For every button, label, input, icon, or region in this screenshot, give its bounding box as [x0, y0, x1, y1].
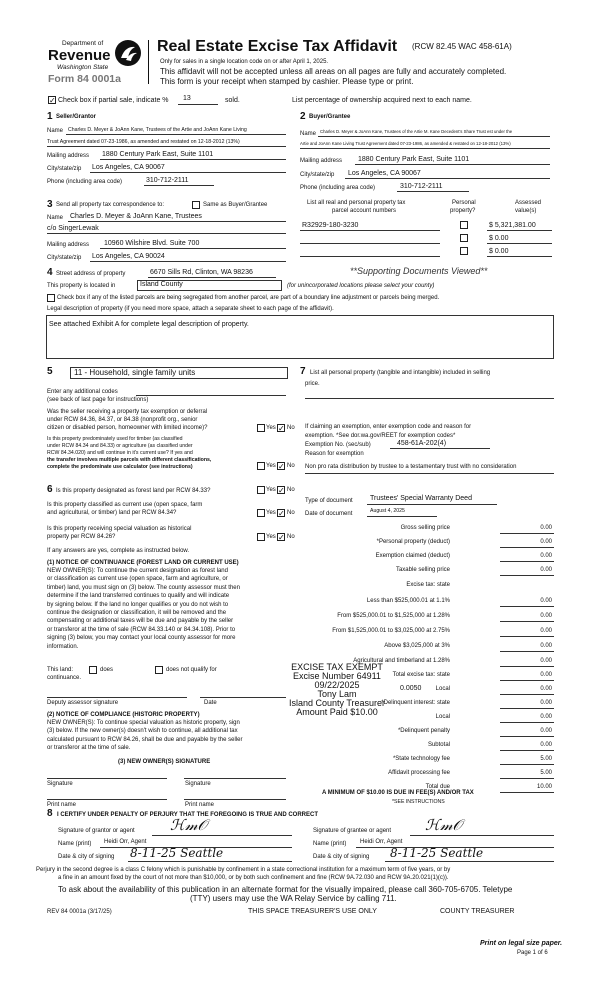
- unincorp-note: (for unincorporated locations please select your county): [287, 283, 435, 289]
- s5-q1-no-checkbox[interactable]: ✓: [278, 424, 285, 433]
- owner-sig-label-1: Signature: [47, 781, 73, 787]
- calc-label: *Delinquent penalty: [397, 728, 450, 734]
- exempt-text2: exemption. *See dor.wa.gov/REET for exemption codes*: [305, 433, 456, 439]
- does-not-checkbox[interactable]: [155, 666, 163, 674]
- calc-label: Less than $525,000.01 at 1.1%: [366, 598, 450, 604]
- access-2: (TTY) users may use the WA Relay Service by calling 711.: [190, 894, 397, 903]
- calc-value[interactable]: 0.00: [540, 686, 552, 692]
- perjury-1: Perjury in the second degree is a class C felony which is punishable by confinement in a state correctional institution for a maximum term of five years, or by: [36, 867, 451, 873]
- personal-property-checkbox-3[interactable]: [460, 247, 468, 255]
- calc-value[interactable]: 0.00: [540, 728, 552, 734]
- calc-label: *State technology fee: [392, 756, 450, 762]
- calc-label: Gross selling price: [400, 525, 450, 531]
- partial-pct[interactable]: 13: [183, 95, 191, 102]
- notice-line: or classification as current use (open space, farm and agriculture, or: [47, 576, 228, 583]
- calc-value[interactable]: 0.00: [540, 567, 552, 573]
- s5-q2b: under RCW 84.34 and 84.33) or agriculture (as classified under: [47, 443, 193, 449]
- personal-property-checkbox-2[interactable]: [460, 234, 468, 242]
- parcel-col3-head: Assessed: [515, 200, 542, 206]
- add-codes-label2: (see back of last page for instructions): [47, 397, 149, 403]
- calc-value[interactable]: 0.00: [540, 628, 552, 634]
- s5-q2c: RCW 84.34.020) and will continue in it's current use? If yes and: [47, 450, 193, 456]
- parcel-value-3[interactable]: $ 0.00: [489, 248, 509, 255]
- street-label: Street address of property: [56, 271, 126, 277]
- stamp-line-2: Excise Number 64911: [293, 671, 381, 681]
- s7-num: 7: [300, 366, 306, 377]
- header-sub1: Only for sales in a single location code on or after April 1, 2025.: [160, 59, 329, 65]
- notice-line: (3) below. If the new owner(s) doesn't wish to continue, all additional tax: [47, 728, 238, 735]
- exempt-reason[interactable]: Non pro rata distribution by trustee to a testamentary trust with no consideration: [305, 464, 517, 470]
- does-not-label: does not qualify for: [166, 667, 217, 673]
- stamp-line-5: Island County Treasurer: [288, 698, 386, 708]
- notice-line: signing (3) below, you may contact your local county assessor for more: [47, 635, 236, 642]
- seller-phone[interactable]: 310-712-2111: [146, 177, 189, 184]
- does-label: does: [100, 667, 114, 673]
- s6-q3b: property per RCW 84.26?: [47, 534, 116, 540]
- s6-q1-yes: Yes: [266, 487, 276, 493]
- calc-value[interactable]: 10.00: [536, 784, 552, 790]
- corr-name-label: Name: [47, 215, 64, 221]
- calc-value[interactable]: 0.00: [540, 700, 552, 706]
- s6-q3-no: No: [287, 534, 295, 540]
- s5-q1c: citizen or disabled person, homeowner with limited income)?: [47, 425, 208, 431]
- calc-label: Taxable selling price: [395, 567, 450, 573]
- s8-num: 8: [47, 808, 53, 819]
- grantee-name[interactable]: Heidi Orr, Agent: [360, 839, 403, 845]
- notice-line: compensating or additional taxes will be due and payable by the seller: [47, 618, 234, 625]
- owner-print-label-1: Print name: [47, 802, 77, 808]
- print-legal: Print on legal size paper.: [480, 940, 563, 947]
- grantor-signature[interactable]: ℋ𝓂𝒪: [170, 816, 208, 834]
- s5-q2-yes: Yes: [266, 463, 276, 469]
- s5-q2-no-checkbox[interactable]: ✓: [278, 462, 285, 471]
- local-rate: 0.0050: [400, 685, 422, 692]
- parcel-col3-head2: value(s): [515, 208, 537, 214]
- stamp-line-1: EXCISE TAX EXEMPT: [291, 662, 383, 672]
- perjury-2: a fine in an amount fixed by the court of not more than $10,000, or by both such confinement and fine (RCW 9A.72.030 and RCW 9A.20.021(1)(c)).: [58, 875, 449, 881]
- stamp-line-6: Amount Paid $10.00: [296, 707, 378, 717]
- access-1: To ask about the availability of this publication in an alternate format for the visually impaired, please call 360-705-6705. Teletype: [58, 885, 513, 894]
- calc-value[interactable]: 0.00: [540, 598, 552, 604]
- corr-city[interactable]: Los Angeles, CA 90024: [92, 253, 165, 260]
- seller-name-1[interactable]: Charles D. Meyer & JoAnn Kane, Trustees of the Artie and JoAnn Kane Living: [68, 127, 247, 133]
- s6-q1: Is this property designated as forest land per RCW 84.33?: [56, 488, 211, 494]
- corr-num: 3: [47, 199, 53, 210]
- parcel-value-2[interactable]: $ 0.00: [489, 235, 509, 242]
- doc-date-label: Date of document: [305, 511, 353, 517]
- seller-heading: Seller/Grantor: [56, 114, 97, 120]
- notice-line: or transferor at the time of sale.: [47, 745, 131, 752]
- seller-phone-label: Phone (including area code): [47, 179, 123, 185]
- form-rcw: (RCW 82.45 WAC 458-61A): [412, 42, 512, 51]
- see-instructions: *SEE INSTRUCTIONS: [392, 799, 445, 805]
- calc-label: Total due: [425, 784, 450, 790]
- exempt-no[interactable]: 458-61A-202(4): [397, 440, 447, 447]
- doc-date[interactable]: August 4, 2025: [370, 508, 405, 514]
- reason-label: Reason for exemption: [305, 451, 364, 457]
- calc-value[interactable]: 5.00: [540, 770, 552, 776]
- calc-value[interactable]: 0.00: [540, 742, 552, 748]
- s5-q1-yes-checkbox[interactable]: [257, 424, 265, 432]
- calc-value[interactable]: 0.00: [540, 613, 552, 619]
- grantor-name[interactable]: Heidi Orr, Agent: [104, 839, 147, 845]
- buyer-name-2[interactable]: Artie and JoAnn Kane Living Trust Agreement dated 07-23-1986, as amended & restated on 12-18-2012 (13%): [300, 141, 511, 146]
- buyer-heading: Buyer/Grantee: [309, 114, 351, 120]
- located-label: This property is located in: [47, 283, 116, 289]
- grantee-name-label: Name (print): [313, 841, 347, 847]
- parcel-number-1[interactable]: R32929-180-3230: [302, 222, 359, 229]
- buyer-phone[interactable]: 310-712-2111: [400, 183, 443, 190]
- buyer-name-1[interactable]: Charles D. Meyer & JoAnn Kane, Trustees of the Artie M. Kane Decedent's Share Trust est under the: [320, 129, 513, 134]
- s5-q2-yes-checkbox[interactable]: [257, 462, 265, 470]
- calc-label: Excise tax: state: [406, 582, 450, 588]
- form-number: Form 84 0001a: [48, 73, 121, 85]
- grantor-name-label: Name (print): [58, 841, 92, 847]
- doc-type-label: Type of document: [305, 498, 353, 504]
- s8-heading: I CERTIFY UNDER PENALTY OF PERJURY THAT THE FOREGOING IS TRUE AND CORRECT: [57, 812, 319, 818]
- seller-name-label: Name: [47, 128, 64, 134]
- seller-address[interactable]: 1880 Century Park East, Suite 1101: [102, 151, 214, 158]
- calc-label: Affidavit processing fee: [388, 770, 450, 776]
- buyer-num: 2: [300, 111, 306, 122]
- notice-line: or transferor at the time of sale (RCW 84.33.140 or 84.34.108). Prior to: [47, 626, 236, 633]
- sig-grantee-label: Signature of grantee or agent: [313, 828, 392, 834]
- s5-q1-yes: Yes: [266, 425, 276, 431]
- s5-q1b: under RCW 84.36, 84.37, or 84.38 (nonprofit org., senior: [47, 417, 198, 423]
- corr-name-2[interactable]: c/o SingerLewak: [47, 225, 99, 232]
- partial-sale-checkbox[interactable]: ✓: [49, 96, 56, 105]
- county-treasurer: COUNTY TREASURER: [440, 908, 515, 915]
- stamp-line-3: 09/22/2025: [314, 680, 360, 690]
- corr-address[interactable]: 10960 Wilshire Blvd. Suite 700: [104, 240, 200, 247]
- grantor-date-city[interactable]: 8-11-25 Seattle: [130, 846, 224, 860]
- s6-q1-no: No: [287, 487, 295, 493]
- grantee-date-label: Date & city of signing: [313, 854, 370, 860]
- stamp-line-4: Tony Lam: [317, 689, 357, 699]
- calc-label: *Personal property (deduct): [376, 539, 450, 545]
- legal-label: Legal description of property (if you need more space, attach a separate sheet to each page of the affidavit).: [47, 306, 334, 312]
- street-address[interactable]: 6670 Sills Rd, Clinton, WA 98236: [150, 269, 253, 276]
- calc-label: Exemption claimed (deduct): [375, 553, 450, 559]
- calc-label: Above $3,025,000 at 3%: [384, 643, 450, 649]
- parcel-value-1[interactable]: $ 5,321,381.00: [489, 222, 536, 229]
- s6-q2-yes: Yes: [266, 510, 276, 516]
- s5-q2-no: No: [287, 463, 295, 469]
- owner-print-label-2: Print name: [185, 802, 215, 808]
- calc-value[interactable]: 0.00: [540, 525, 552, 531]
- dept-name: Revenue: [48, 47, 111, 64]
- s6-q2-no: No: [287, 510, 295, 516]
- personal-property-checkbox-1[interactable]: [460, 221, 468, 229]
- s6-n2-head: (2) NOTICE OF COMPLIANCE (HISTORIC PROPERTY): [47, 712, 200, 718]
- header-sub3: This form is your receipt when stamped by cashier. Please type or print.: [160, 77, 414, 86]
- header-sub2: This affidavit will not be accepted unless all areas on all pages are fully and accurately completed.: [160, 67, 507, 76]
- dept-state: Washington State: [57, 64, 109, 71]
- deputy-sig-label: Deputy assessor signature: [47, 700, 119, 706]
- partial-label: Check box if partial sale, indicate %: [58, 97, 169, 104]
- buyer-phone-label: Phone (including area code): [300, 185, 376, 191]
- s6-n1-head: (1) NOTICE OF CONTINUANCE (FOREST LAND OR CURRENT USE): [47, 560, 239, 566]
- s6-q3a: Is this property receiving special valuation as historical: [47, 526, 192, 532]
- corr-addr-label: Mailing address: [47, 242, 90, 248]
- s7-text1: List all personal property (tangible and intangible) included in selling: [310, 370, 491, 376]
- seller-name-2[interactable]: Trust Agreement dated 07-23-1986, as amended and restated on 12-18-2012 (13%): [47, 139, 240, 145]
- calc-label: Total excise tax: state: [392, 672, 450, 678]
- partial-sold: sold.: [225, 97, 240, 104]
- exempt-no-label: Exemption No. (sec/sub): [305, 442, 371, 448]
- s6-q2a: Is this property classified as current use (open space, farm: [47, 502, 203, 508]
- grantee-signature[interactable]: ℋ𝓂𝒪: [425, 816, 463, 834]
- segregated-checkbox[interactable]: [47, 294, 55, 302]
- notice-line: calculated pursuant to RCW 84.26, shall be due and payable by the seller: [47, 736, 243, 743]
- page-number: Page 1 of 6: [517, 950, 548, 956]
- notice-line: continue the designation or classification, it will be removed and the: [47, 610, 227, 616]
- calc-label: From $525,000.01 to $1,525,000 at 1.28%: [337, 613, 450, 619]
- form-title: Real Estate Excise Tax Affidavit: [157, 38, 398, 55]
- doc-type[interactable]: Trustees' Special Warranty Deed: [370, 495, 472, 502]
- s5-q1-no: No: [287, 425, 295, 431]
- treasurer-use: THIS SPACE TREASURER'S USE ONLY: [248, 908, 377, 915]
- segregated-label: Check box if any of the listed parcels are being segregated from another parcel, are part of a boundary line adjustment or parcels being merged.: [57, 295, 440, 301]
- this-land-label: This land:: [47, 667, 74, 673]
- legal-description: See attached Exhibit A for complete legal description of property.: [49, 321, 249, 328]
- minimum-note: A MINIMUM OF $10.00 IS DUE IN FEE(S) AND/OR TAX: [322, 790, 474, 796]
- corr-city-label: City/state/zip: [47, 255, 82, 261]
- s6-q3-yes: Yes: [266, 534, 276, 540]
- exempt-text1: If claiming an exemption, enter exemption code and reason for: [305, 424, 472, 430]
- s6-q2-no-checkbox[interactable]: ✓: [278, 509, 285, 518]
- calc-value[interactable]: 0.00: [540, 714, 552, 720]
- calc-label: Local: [435, 714, 450, 720]
- calc-value[interactable]: 0.00: [540, 672, 552, 678]
- s6-q2b: and agricultural, or timber) land per RCW 84.34?: [47, 510, 177, 516]
- s5-q2a: Is this property predominately used for timber (as classified: [47, 436, 183, 442]
- notice-line: timber) land, you must sign on (3) below. The county assessor must then: [47, 584, 240, 591]
- same-as-buyer-checkbox[interactable]: [192, 201, 200, 209]
- calc-value[interactable]: 5.00: [540, 756, 552, 762]
- sig-grantor-label: Signature of grantor or agent: [58, 828, 135, 834]
- supporting-docs-stamp: **Supporting Documents Viewed**: [350, 266, 488, 276]
- seller-addr-label: Mailing address: [47, 153, 90, 159]
- dept-line1: Department of: [62, 40, 104, 47]
- land-use-code: 11 - Household, single family units: [74, 368, 196, 377]
- s5-q2e: complete the predominate use calculator (see instructions): [47, 464, 193, 470]
- continuance-label: continuance.: [47, 675, 82, 681]
- excise-exempt-stamp: [274, 663, 400, 717]
- buyer-name-label: Name: [300, 131, 317, 137]
- does-checkbox[interactable]: [89, 666, 97, 674]
- calc-label: *Delinquent interest: state: [381, 700, 450, 706]
- seller-city[interactable]: Los Angeles, CA 90067: [92, 164, 165, 171]
- street-num: 4: [47, 267, 53, 278]
- notice-line: by signing below. If the land no longer qualifies or you do not wish to: [47, 601, 229, 608]
- s6-q1-yes-checkbox[interactable]: [257, 486, 265, 494]
- calc-value[interactable]: 0.00: [540, 553, 552, 559]
- buyer-address[interactable]: 1880 Century Park East, Suite 1101: [358, 156, 470, 163]
- rev-number: REV 84 0001a (3/17/25): [47, 909, 112, 915]
- buyer-addr-label: Mailing address: [300, 158, 343, 164]
- s5-q1a: Was the seller receiving a property tax exemption or deferral: [47, 409, 208, 415]
- calc-label: Subtotal: [427, 742, 450, 748]
- s5-num: 5: [47, 366, 53, 377]
- parcel-col1-head2: parcel account numbers: [332, 208, 397, 214]
- s6-num: 6: [47, 484, 53, 495]
- same-as-buyer-label: Same as Buyer/Grantee: [203, 202, 268, 208]
- notice-line: determine if the land transferred continues to qualify and will indicate: [47, 593, 230, 600]
- s6-q1-no-checkbox[interactable]: ✓: [278, 486, 285, 495]
- calc-value[interactable]: 0.00: [540, 539, 552, 545]
- s5-q2d: the transfer involves multiple parcels with different classifications,: [47, 457, 212, 463]
- deputy-date-label: Date: [204, 700, 217, 706]
- seller-city-label: City/state/zip: [47, 166, 82, 172]
- buyer-city-label: City/state/zip: [300, 172, 335, 178]
- calc-label: Agricultural and timberland at 1.28%: [353, 658, 450, 664]
- calc-value[interactable]: 0.00: [540, 643, 552, 649]
- corr-heading: Send all property tax correspondence to:: [56, 202, 165, 208]
- ownership-note: List percentage of ownership acquired next to each name.: [292, 97, 472, 104]
- s6-n3-head: (3) NEW OWNER(S) SIGNATURE: [118, 759, 211, 765]
- parcel-col2-head2: property?: [450, 208, 476, 214]
- buyer-city[interactable]: Los Angeles, CA 90067: [348, 170, 421, 177]
- s6-q2-yes-checkbox[interactable]: [257, 509, 265, 517]
- s6-note: If any answers are yes, complete as instructed below.: [47, 548, 190, 554]
- notice-line: NEW OWNER(S): To continue the current designation as forest land: [47, 568, 228, 574]
- notice-line: NEW OWNER(S): To continue special valuation as historic property, sign: [47, 720, 240, 726]
- grantee-date-city[interactable]: 8-11-25 Seattle: [390, 846, 484, 860]
- corr-name-1[interactable]: Charles D. Meyer & JoAnn Kane, Trustees: [70, 213, 202, 220]
- s6-q3-no-checkbox[interactable]: ✓: [278, 533, 285, 542]
- calc-value[interactable]: 0.00: [540, 658, 552, 664]
- grantor-date-label: Date & city of signing: [58, 854, 115, 860]
- parcel-col2-head: Personal: [452, 200, 476, 206]
- owner-sig-label-2: Signature: [185, 781, 211, 787]
- notice-line: information.: [47, 643, 79, 650]
- s7-text2: price.: [305, 381, 320, 387]
- s6-q3-yes-checkbox[interactable]: [257, 533, 265, 541]
- add-codes-label: Enter any additional codes: [47, 389, 118, 395]
- calc-label: Local: [435, 686, 450, 692]
- seller-num: 1: [47, 111, 53, 122]
- calc-label: From $1,525,000.01 to $3,025,000 at 2.75%: [332, 628, 450, 634]
- parcel-col1-head: List all real and personal property tax: [307, 200, 406, 206]
- revenue-logo-icon: [113, 38, 143, 68]
- county-value: Island County: [140, 281, 183, 288]
